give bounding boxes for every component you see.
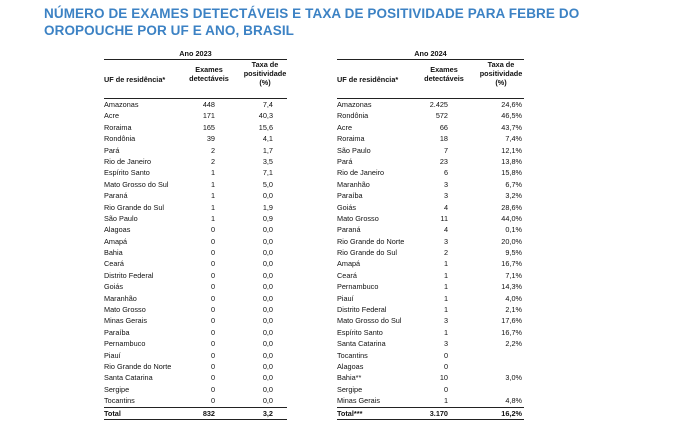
exames-cell: 4 bbox=[443, 202, 448, 212]
table-row bbox=[337, 179, 524, 190]
uf-cell: Tocantins bbox=[337, 350, 368, 360]
uf-cell: Espírito Santo bbox=[337, 327, 383, 337]
taxa-cell: 0,0 bbox=[262, 316, 273, 326]
table-header bbox=[104, 60, 287, 99]
exames-cell: 0 bbox=[210, 361, 215, 371]
exames-cell: 0 bbox=[210, 305, 215, 315]
exames-cell: 1 bbox=[443, 327, 448, 337]
taxa-cell: 0,0 bbox=[262, 270, 273, 280]
taxa-cell: 0,0 bbox=[262, 396, 273, 406]
uf-cell: Sergipe bbox=[104, 384, 130, 394]
uf-cell: Mato Grosso bbox=[337, 213, 379, 223]
header-taxa: Taxa de positividade (%) bbox=[479, 60, 523, 87]
taxa-cell: 0,0 bbox=[262, 225, 273, 235]
table-row bbox=[337, 258, 524, 269]
uf-cell: Rio de Janeiro bbox=[337, 168, 385, 178]
taxa-cell: 7,4% bbox=[505, 134, 522, 144]
header-uf: UF de residência* bbox=[337, 75, 399, 84]
table-row bbox=[104, 270, 287, 281]
taxa-cell: 0,0 bbox=[262, 305, 273, 315]
uf-cell: Maranhão bbox=[104, 293, 137, 303]
exames-cell: 1 bbox=[210, 191, 215, 201]
table-row bbox=[104, 304, 287, 315]
taxa-cell: 20,0% bbox=[501, 236, 522, 246]
table-row bbox=[104, 361, 287, 372]
table-row bbox=[104, 247, 287, 258]
exames-cell: 11 bbox=[440, 213, 448, 223]
taxa-cell: 14,3% bbox=[501, 282, 522, 292]
exames-cell: 23 bbox=[439, 156, 448, 166]
table-row bbox=[337, 338, 524, 349]
uf-cell: Bahia** bbox=[337, 373, 362, 383]
taxa-cell: 4,0% bbox=[505, 293, 522, 303]
uf-cell: Rio Grande do Sul bbox=[104, 202, 165, 212]
total-exames: 3.170 bbox=[429, 408, 448, 418]
taxa-cell: 1,9 bbox=[262, 202, 273, 212]
uf-cell: Rondônia bbox=[337, 111, 369, 121]
uf-cell: Pará bbox=[104, 145, 120, 155]
exames-cell: 2 bbox=[210, 156, 215, 166]
table-row bbox=[337, 213, 524, 224]
total-row bbox=[104, 407, 287, 420]
uf-cell: Rio Grande do Norte bbox=[337, 236, 405, 246]
uf-cell: Rondônia bbox=[104, 134, 136, 144]
table-row bbox=[104, 236, 287, 247]
uf-cell: Tocantins bbox=[104, 396, 135, 406]
taxa-cell: 0,0 bbox=[262, 236, 273, 246]
uf-cell: Paraná bbox=[337, 225, 361, 235]
table-row bbox=[337, 167, 524, 178]
taxa-cell: 4,1 bbox=[262, 134, 273, 144]
taxa-cell: 0,0 bbox=[262, 373, 273, 383]
uf-cell: Amazonas bbox=[104, 100, 139, 109]
exames-cell: 0 bbox=[210, 373, 215, 383]
taxa-cell: 7,1 bbox=[262, 168, 273, 178]
uf-cell: Espírito Santo bbox=[104, 168, 150, 178]
exames-cell: 171 bbox=[202, 111, 215, 121]
table-row bbox=[104, 327, 287, 338]
uf-cell: Rio Grande do Sul bbox=[337, 248, 398, 258]
exames-cell: 165 bbox=[202, 122, 215, 132]
taxa-cell: 12,1% bbox=[501, 145, 522, 155]
uf-cell: Goiás bbox=[337, 202, 357, 212]
year-label: Ano 2024 bbox=[414, 49, 447, 58]
uf-cell: Mato Grosso bbox=[104, 305, 146, 315]
table-row bbox=[104, 156, 287, 167]
taxa-cell: 2,1% bbox=[505, 305, 522, 315]
taxa-cell: 16,7% bbox=[501, 259, 522, 269]
taxa-cell: 0,1% bbox=[505, 225, 522, 235]
uf-cell: Amazonas bbox=[337, 100, 372, 109]
uf-cell: Amapá bbox=[337, 259, 361, 269]
table-row bbox=[104, 122, 287, 133]
table-row bbox=[104, 384, 287, 395]
exames-cell: 0 bbox=[210, 339, 215, 349]
taxa-cell: 0,0 bbox=[262, 384, 273, 394]
table-row bbox=[337, 110, 524, 121]
uf-cell: Santa Catarina bbox=[337, 339, 386, 349]
exames-cell: 66 bbox=[439, 122, 448, 132]
taxa-cell: 43,7% bbox=[501, 122, 522, 132]
exames-cell: 1 bbox=[210, 213, 215, 223]
exames-cell: 0 bbox=[443, 350, 448, 360]
exames-cell: 3 bbox=[443, 236, 448, 246]
taxa-cell: 0,0 bbox=[262, 350, 273, 360]
exames-cell: 39 bbox=[206, 134, 215, 144]
exames-cell: 1 bbox=[210, 168, 215, 178]
table-row bbox=[337, 372, 524, 383]
exames-cell: 0 bbox=[210, 384, 215, 394]
taxa-cell: 3,0% bbox=[505, 373, 522, 383]
table-row bbox=[337, 293, 524, 304]
table-2024 bbox=[337, 48, 524, 420]
table-row bbox=[337, 350, 524, 361]
table-row bbox=[337, 224, 524, 235]
exames-cell: 572 bbox=[435, 111, 448, 121]
taxa-cell: 44,0% bbox=[501, 213, 522, 223]
taxa-cell: 9,5% bbox=[505, 248, 522, 258]
uf-cell: Mato Grosso do Sul bbox=[337, 316, 402, 326]
table-row bbox=[337, 315, 524, 326]
uf-cell: Rio Grande do Norte bbox=[104, 361, 172, 371]
taxa-cell: 40,3 bbox=[258, 111, 273, 121]
header-uf: UF de residência* bbox=[104, 75, 166, 84]
uf-cell: Acre bbox=[337, 122, 353, 132]
exames-cell: 1 bbox=[443, 282, 448, 292]
taxa-cell: 3,2% bbox=[505, 191, 522, 201]
uf-cell: Alagoas bbox=[104, 225, 131, 235]
uf-cell: Minas Gerais bbox=[337, 396, 380, 406]
uf-cell: Piauí bbox=[104, 350, 121, 360]
taxa-cell: 0,0 bbox=[262, 248, 273, 258]
taxa-cell: 7,1% bbox=[505, 270, 522, 280]
uf-cell: Rio de Janeiro bbox=[104, 156, 152, 166]
uf-cell: Mato Grosso do Sul bbox=[104, 179, 169, 189]
page-title: NÚMERO DE EXAMES DETECTÁVEIS E TAXA DE POSITIVIDADE PARA FEBRE DO OROPOUCHE POR UF E ANO, BRASIL bbox=[44, 6, 580, 38]
uf-cell: Santa Catarina bbox=[104, 373, 153, 383]
exames-cell: 1 bbox=[443, 293, 448, 303]
table-row bbox=[104, 202, 287, 213]
table-row bbox=[104, 224, 287, 235]
header-taxa: Taxa de positividade (%) bbox=[243, 60, 287, 87]
table-row bbox=[104, 281, 287, 292]
table-row bbox=[337, 133, 524, 144]
table-header bbox=[337, 60, 524, 99]
uf-cell: Minas Gerais bbox=[104, 316, 147, 326]
exames-cell: 1 bbox=[443, 305, 448, 315]
table-row bbox=[337, 99, 524, 110]
exames-cell: 0 bbox=[210, 350, 215, 360]
exames-cell: 0 bbox=[210, 236, 215, 246]
taxa-cell: 0,9 bbox=[262, 213, 273, 223]
exames-cell: 0 bbox=[210, 293, 215, 303]
table-row bbox=[337, 304, 524, 315]
total-label: Total*** bbox=[337, 408, 363, 418]
table-2023 bbox=[104, 48, 287, 420]
exames-cell: 0 bbox=[443, 361, 448, 371]
taxa-cell: 0,0 bbox=[262, 339, 273, 349]
uf-cell: Bahia bbox=[104, 248, 123, 258]
taxa-cell: 0,0 bbox=[262, 191, 273, 201]
table-row bbox=[104, 145, 287, 156]
taxa-cell: 4,8% bbox=[505, 396, 522, 406]
total-label: Total bbox=[104, 408, 121, 418]
uf-cell: Roraima bbox=[337, 134, 365, 144]
table-row bbox=[104, 179, 287, 190]
exames-cell: 3 bbox=[443, 339, 448, 349]
exames-cell: 2.425 bbox=[429, 100, 448, 109]
table-row bbox=[104, 350, 287, 361]
taxa-cell: 6,7% bbox=[505, 179, 522, 189]
table-row bbox=[104, 258, 287, 269]
table-row bbox=[104, 338, 287, 349]
uf-cell: Paraíba bbox=[337, 191, 363, 201]
table-row bbox=[337, 122, 524, 133]
uf-cell: Piauí bbox=[337, 293, 354, 303]
exames-cell: 1 bbox=[443, 259, 448, 269]
exames-cell: 0 bbox=[210, 316, 215, 326]
table-row bbox=[104, 99, 287, 110]
exames-cell: 0 bbox=[210, 396, 215, 406]
taxa-cell: 46,5% bbox=[501, 111, 522, 121]
uf-cell: Paraíba bbox=[104, 327, 130, 337]
total-taxa: 16,2% bbox=[501, 408, 522, 418]
exames-cell: 0 bbox=[210, 225, 215, 235]
exames-cell: 18 bbox=[439, 134, 448, 144]
table-row bbox=[337, 281, 524, 292]
table-row bbox=[104, 395, 287, 406]
exames-cell: 4 bbox=[443, 225, 448, 235]
taxa-cell: 7,4 bbox=[262, 100, 273, 109]
taxa-cell: 17,6% bbox=[501, 316, 522, 326]
uf-cell: Maranhão bbox=[337, 179, 370, 189]
exames-cell: 0 bbox=[210, 270, 215, 280]
exames-cell: 1 bbox=[210, 179, 215, 189]
table-row bbox=[337, 270, 524, 281]
taxa-cell: 13,8% bbox=[501, 156, 522, 166]
header-exames: Exames detectáveis bbox=[189, 65, 229, 83]
exames-cell: 3 bbox=[443, 191, 448, 201]
table-row bbox=[337, 190, 524, 201]
exames-cell: 1 bbox=[210, 202, 215, 212]
taxa-cell: 15,8% bbox=[501, 168, 522, 178]
table-row bbox=[337, 327, 524, 338]
uf-cell: Distrito Federal bbox=[104, 270, 154, 280]
taxa-cell: 16,7% bbox=[501, 327, 522, 337]
exames-cell: 1 bbox=[443, 270, 448, 280]
uf-cell: Ceará bbox=[337, 270, 357, 280]
total-taxa: 3,2 bbox=[262, 408, 273, 418]
taxa-cell: 24,6% bbox=[501, 100, 522, 109]
total-exames: 832 bbox=[202, 408, 215, 418]
taxa-cell: 0,0 bbox=[262, 259, 273, 269]
exames-cell: 0 bbox=[210, 327, 215, 337]
taxa-cell: 0,0 bbox=[262, 282, 273, 292]
taxa-cell: 5,0 bbox=[262, 179, 273, 189]
table-row bbox=[104, 315, 287, 326]
table-row bbox=[337, 247, 524, 258]
table-row bbox=[337, 384, 524, 395]
taxa-cell: 0,0 bbox=[262, 327, 273, 337]
exames-cell: 6 bbox=[443, 168, 448, 178]
exames-cell: 3 bbox=[443, 316, 448, 326]
uf-cell: Amapá bbox=[104, 236, 128, 246]
uf-cell: Distrito Federal bbox=[337, 305, 387, 315]
exames-cell: 3 bbox=[443, 179, 448, 189]
table-row bbox=[104, 110, 287, 121]
uf-cell: Pará bbox=[337, 156, 353, 166]
taxa-cell: 15,6 bbox=[258, 122, 273, 132]
exames-cell: 0 bbox=[210, 282, 215, 292]
taxa-cell: 2,2% bbox=[505, 339, 522, 349]
table-body bbox=[337, 99, 524, 407]
exames-cell: 1 bbox=[443, 396, 448, 406]
exames-cell: 0 bbox=[443, 384, 448, 394]
exames-cell: 7 bbox=[443, 145, 448, 155]
exames-cell: 0 bbox=[210, 248, 215, 258]
uf-cell: Ceará bbox=[104, 259, 124, 269]
header-exames: Exames detectáveis bbox=[424, 65, 464, 83]
exames-cell: 0 bbox=[210, 259, 215, 269]
exames-cell: 2 bbox=[443, 248, 448, 258]
table-row bbox=[104, 213, 287, 224]
exames-cell: 448 bbox=[202, 100, 215, 109]
exames-cell: 2 bbox=[210, 145, 215, 155]
exames-cell: 10 bbox=[439, 373, 448, 383]
table-row bbox=[337, 395, 524, 406]
table-row bbox=[337, 145, 524, 156]
table-body bbox=[104, 99, 287, 407]
taxa-cell: 3,5 bbox=[262, 156, 273, 166]
year-label: Ano 2023 bbox=[179, 49, 212, 58]
table-row bbox=[104, 372, 287, 383]
table-row bbox=[104, 293, 287, 304]
table-row bbox=[104, 167, 287, 178]
taxa-cell: 28,6% bbox=[501, 202, 522, 212]
uf-cell: Acre bbox=[104, 111, 120, 121]
table-row bbox=[337, 236, 524, 247]
table-row bbox=[337, 156, 524, 167]
taxa-cell: 1,7 bbox=[262, 145, 273, 155]
table-row bbox=[337, 202, 524, 213]
table-row bbox=[104, 133, 287, 144]
uf-cell: Alagoas bbox=[337, 361, 364, 371]
uf-cell: São Paulo bbox=[337, 145, 371, 155]
table-row bbox=[337, 361, 524, 372]
taxa-cell: 0,0 bbox=[262, 293, 273, 303]
uf-cell: Roraima bbox=[104, 122, 132, 132]
uf-cell: Sergipe bbox=[337, 384, 363, 394]
uf-cell: Goiás bbox=[104, 282, 124, 292]
uf-cell: Pernambuco bbox=[104, 339, 146, 349]
uf-cell: Paraná bbox=[104, 191, 128, 201]
table-row bbox=[104, 190, 287, 201]
taxa-cell: 0,0 bbox=[262, 361, 273, 371]
uf-cell: Pernambuco bbox=[337, 282, 379, 292]
uf-cell: São Paulo bbox=[104, 213, 138, 223]
total-row bbox=[337, 407, 524, 420]
